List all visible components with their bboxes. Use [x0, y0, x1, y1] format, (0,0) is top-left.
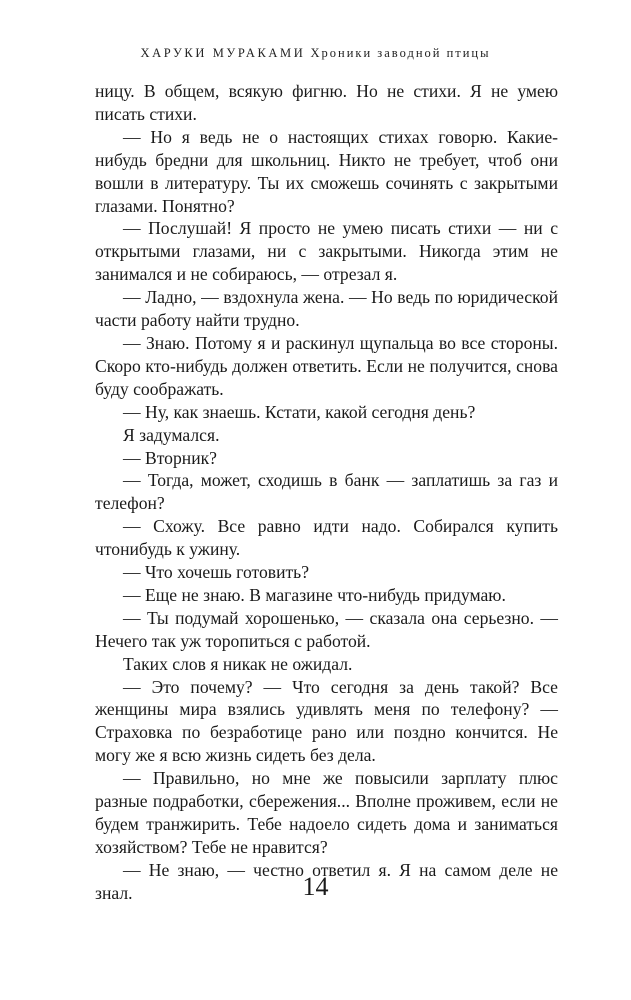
paragraph: — Это почему? — Что сегодня за день такой? Все женщины мира взялись удивлять меня по телефону? — Страховка по безработице рано или поздно кончится. Не могу же я всю жизнь сидеть без дела.	[95, 676, 558, 766]
paragraph: — Знаю. Потому я и раскинул щупальца во все стороны. Скоро кто-нибудь должен ответить. Если не получится, снова буду соображать.	[95, 332, 558, 399]
paragraph: — Но я ведь не о настоящих стихах говорю. Какие-нибудь бредни для школьниц. Никто не требует, чтоб они вошли в литературу. Ты их сможешь сочинять с закрытыми глазами. Понятно?	[95, 126, 558, 216]
paragraph: — Ладно, — вздохнула жена. — Но ведь по юридической части работу найти трудно.	[95, 287, 558, 331]
paragraph: — Правильно, но мне же повысили зарплату плюс разные подработки, сбережения... Вполне проживем, если не будем транжирить. Тебе надоело сидеть дома и заниматься хозяйством? Тебе не нравится?	[95, 768, 558, 857]
paragraph: ницу. В общем, всякую фигню. Но не стихи. Я не умею писать стихи.	[95, 81, 558, 124]
paragraph: — Послушай! Я просто не умею писать стихи — ни с открытыми глазами, ни с закрытыми. Никогда этим не занимался и не собираюсь, — отрезал я.	[95, 218, 558, 285]
paragraph: — Ты подумай хорошенько, — сказала она серьезно. — Нечего так уж торопиться с работой.	[95, 607, 558, 651]
header-title: Хроники заводной птицы	[310, 46, 491, 60]
page-number: 14	[302, 872, 329, 901]
paragraph: — Еще не знаю. В магазине что-нибудь придумаю.	[123, 584, 506, 605]
paragraph: — Что хочешь готовить?	[123, 562, 310, 583]
paragraph: — Схожу. Все равно идти надо. Собирался купить чтонибудь к ужину.	[95, 516, 558, 560]
paragraph: — Тогда, может, сходишь в банк — заплатишь за газ и телефон?	[95, 470, 558, 514]
paragraph: — Вторник?	[123, 447, 217, 468]
paragraph: — Ну, как знаешь. Кстати, какой сегодня день?	[123, 401, 476, 422]
running-header	[0, 46, 631, 61]
body-text	[95, 80, 558, 905]
header-author: ХАРУКИ МУРАКАМИ	[140, 46, 306, 60]
paragraph: — Не знаю, — честно ответил я. Я на самом деле не знал.	[95, 859, 558, 903]
paragraph: Таких слов я никак не ожидал.	[123, 653, 353, 674]
paragraph: Я задумался.	[123, 424, 220, 445]
